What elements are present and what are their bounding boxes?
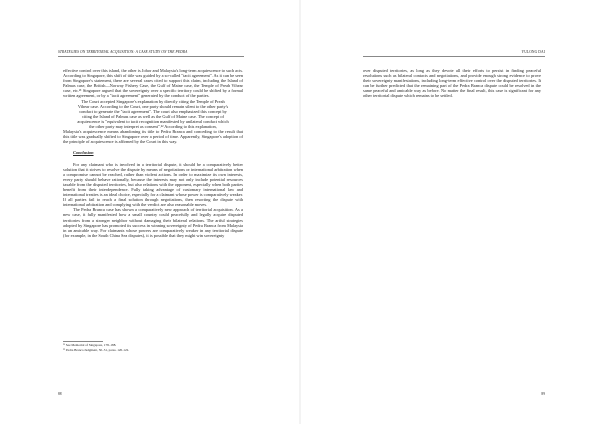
running-head: YULONG DAI xyxy=(521,50,545,54)
page-number: 89 xyxy=(541,392,545,396)
footnotes xyxy=(63,343,243,352)
footnote: ²¹ See Memorial of Singapore, 178–188. xyxy=(63,343,117,347)
section-heading: Conclusion xyxy=(73,150,94,156)
center-block: The Court accepted Singapore's explanation by directly citing the Temple of Preah Vihear case. According to the Court, one party should remain silent to the other party's conduct to generate the "tacit agreement". The court also emphasized this concept by citing the Island of Palmas case as well as the Gulf of Maine case. The concept of acquiescence is "equivalent to tacit recognition manifested by unilateral conduct which the other party may interpret as consent".²² According to this explanation, xyxy=(77,98,229,130)
paragraph: effective control over this island, the other is Johor and Malaysia's long-term acquiescence to such acts. According to Singapore, this shift of title was guided by a so-called "tacit agreement". As it can be seen from Singapore's statement, there are several cases cited to support this claim, including the Island of Palmas case, the British—Norway Fishery Case, the Gulf of Maine case, the Temple of Preah Vihear case, etc.²¹ Singapore argued that the sovereignty over a specific territory could be shifted by a formal written agreement, or by a "tacit agreement" generated by the conduct of the parties. xyxy=(63,68,243,99)
page-number: 88 xyxy=(58,392,62,396)
paragraph: Malaysia's acquiescence means abandoning its title to Pedra Branca and conceding to the result that this title was gradually shifted to Singapore over a period of time. Apparently, Singapore's adoption of the principle of acquiescence is affirmed by the Court in this way. xyxy=(63,129,243,145)
running-head: STRATEGIES ON TERRITORIAL ACQUISITION: A CASE STUDY ON THE PEDRA xyxy=(58,50,188,54)
paragraph: The Pedra Branca case has shown a comparatively new approach of territorial acquisition. As a new case, it fully manifested how a small country could peacefully and legally acquire disputed territories from a stronger neighbor without damaging their bilateral relations. The artful strategies adopted by Singapore has promoted its success in winning sovereignty of Pedra Branca from Malaysia in an amicable way. For claimants whose powers are comparatively weaker in any territorial dispute (for example, in the South China Sea disputes), it is possible that they might win sovereignty xyxy=(63,207,243,238)
body-text xyxy=(363,68,541,99)
footnote: ²² Pedra Branca Judgment, 50–51, paras. 120-122. xyxy=(63,347,130,352)
header-rule xyxy=(58,56,244,57)
right-page xyxy=(300,0,600,424)
header-rule xyxy=(363,56,545,57)
paragraph: For any claimant who is involved in a territorial dispute, it should be a comparatively better solution that it strives to resolve the dispute by means of negotiations or international arbitration when a compromise cannot be reached, rather than violent actions. In order to maximize its own interests, every party should behave rationally, because the interests may not only include potential resources taxable from the disputed territories, but also relations with the opponent, especially when both parties benefit from their interdependence. Fully taking advantage of customary international law and international treaties is an ideal choice, especially for a claimant whose power is comparatively weaker. If all parties fail to reach a final solution through negotiations, then resorting the dispute with international arbitration and complying with the verdict are also reasonable moves. xyxy=(63,161,243,208)
footnote-rule xyxy=(63,341,103,342)
paragraph: over disputed territories, as long as they devote all their efforts to persist in finding peaceful resolutions such as bilateral contacts and negotiations, and provide enough strong evidence to prove their sovereignty manifestations, including long-term effective control over the disputed territories. It can be further predicted that the remaining part of the Pedra Branca dispute could be resolved in the same peaceful and amicable way as before. No matter the final result, this case is significant for any other territorial dispute which remains to be settled. xyxy=(363,68,541,99)
body-text xyxy=(63,68,243,238)
